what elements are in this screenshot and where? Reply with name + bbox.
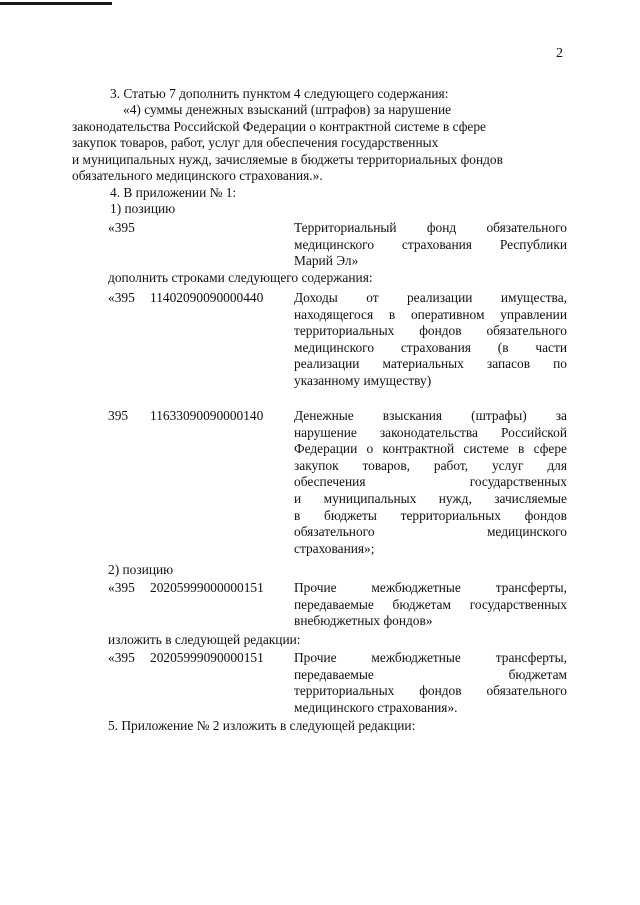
row-c-name-line: Прочие межбюджетные трансферты,	[294, 580, 567, 595]
item3-line-4: и муниципальных нужд, зачисляемые в бюджеты территориальных фондов	[72, 152, 503, 167]
row-d-name-line: передаваемые бюджетам	[294, 666, 567, 682]
row-d-kbk: 20205999090000151	[150, 650, 264, 665]
item4-heading: 4. В приложении № 1:	[110, 185, 237, 200]
row-b-name-line: и муниципальных нужд, зачисляемые	[294, 490, 567, 506]
row-a-code: «395	[108, 290, 135, 305]
item3-line-2: законодательства Российской Федерации о контрактной системе в сфере	[72, 119, 486, 134]
row-c-kbk: 20205999000000151	[150, 580, 264, 595]
row-d-name-line: Прочие межбюджетные трансферты,	[294, 650, 567, 665]
position1-name	[294, 220, 567, 270]
row-c-code: «395	[108, 580, 135, 595]
item3-heading: 3. Статью 7 дополнить пунктом 4 следующего содержания:	[110, 86, 449, 101]
supplement-text: дополнить строками следующего содержания:	[108, 270, 373, 285]
row-b-name-line: в бюджеты территориальных фондов	[294, 507, 567, 523]
restate-text: изложить в следующей редакции:	[108, 632, 301, 647]
row-b-name-line: обязательного медицинского	[294, 524, 567, 540]
row-a-name-line: указанному имуществу)	[294, 372, 432, 388]
item3-line-5: обязательного медицинского страхования.».	[72, 168, 323, 183]
row-c-name-line: передаваемые бюджетам государственных	[294, 596, 567, 612]
position1-name-line: Марий Эл»	[294, 253, 359, 269]
item4-sub2-heading: 2) позицию	[108, 562, 174, 577]
page-number: 2	[556, 46, 563, 61]
item3-line-1: «4) суммы денежных взысканий (штрафов) за нарушение	[123, 102, 452, 117]
row-b-name-line: закупок товаров, работ, услуг для	[294, 457, 567, 473]
item4-sub1-heading: 1) позицию	[110, 201, 176, 216]
position1-name-line: Территориальный фонд обязательного	[294, 220, 567, 235]
row-b-name-line: страхования»;	[294, 540, 375, 556]
row-b-code: 395	[108, 408, 129, 423]
row-a-name-line: территориальных фондов обязательного	[294, 323, 567, 339]
position1-name-line: медицинского страхования Республики	[294, 236, 567, 252]
item5-heading: 5. Приложение № 2 изложить в следующей редакции:	[108, 718, 416, 733]
row-b-kbk: 11633090090000140	[150, 408, 264, 423]
row-d-code: «395	[108, 650, 135, 665]
row-b-name-line: нарушение законодательства Российской	[294, 424, 567, 440]
row-d-name-line: медицинского страхования».	[294, 699, 458, 715]
row-d-name	[294, 650, 567, 716]
row-b-name-line: Федерации о контрактной системе в сфере	[294, 441, 567, 457]
position1-code: «395	[108, 220, 135, 235]
row-d-name-line: территориальных фондов обязательного	[294, 683, 567, 699]
row-c-name	[294, 580, 567, 630]
row-a-name-line: медицинского страхования (в части	[294, 339, 567, 355]
row-a-kbk: 11402090090000440	[150, 290, 264, 305]
row-b-name	[294, 408, 567, 557]
row-a-name	[294, 290, 567, 390]
row-a-name-line: Доходы от реализации имущества,	[294, 290, 567, 305]
row-b-name-line: Денежные взыскания (штрафы) за	[294, 408, 567, 423]
row-c-name-line: внебюджетных фондов»	[294, 613, 433, 629]
row-a-name-line: находящегося в оперативном управлении	[294, 306, 567, 322]
item3-line-3: закупок товаров, работ, услуг для обеспечения государственных	[72, 135, 439, 150]
row-b-name-line: обеспечения государственных	[294, 474, 567, 490]
row-a-name-line: реализации материальных запасов по	[294, 356, 567, 372]
top-rule	[0, 2, 112, 5]
